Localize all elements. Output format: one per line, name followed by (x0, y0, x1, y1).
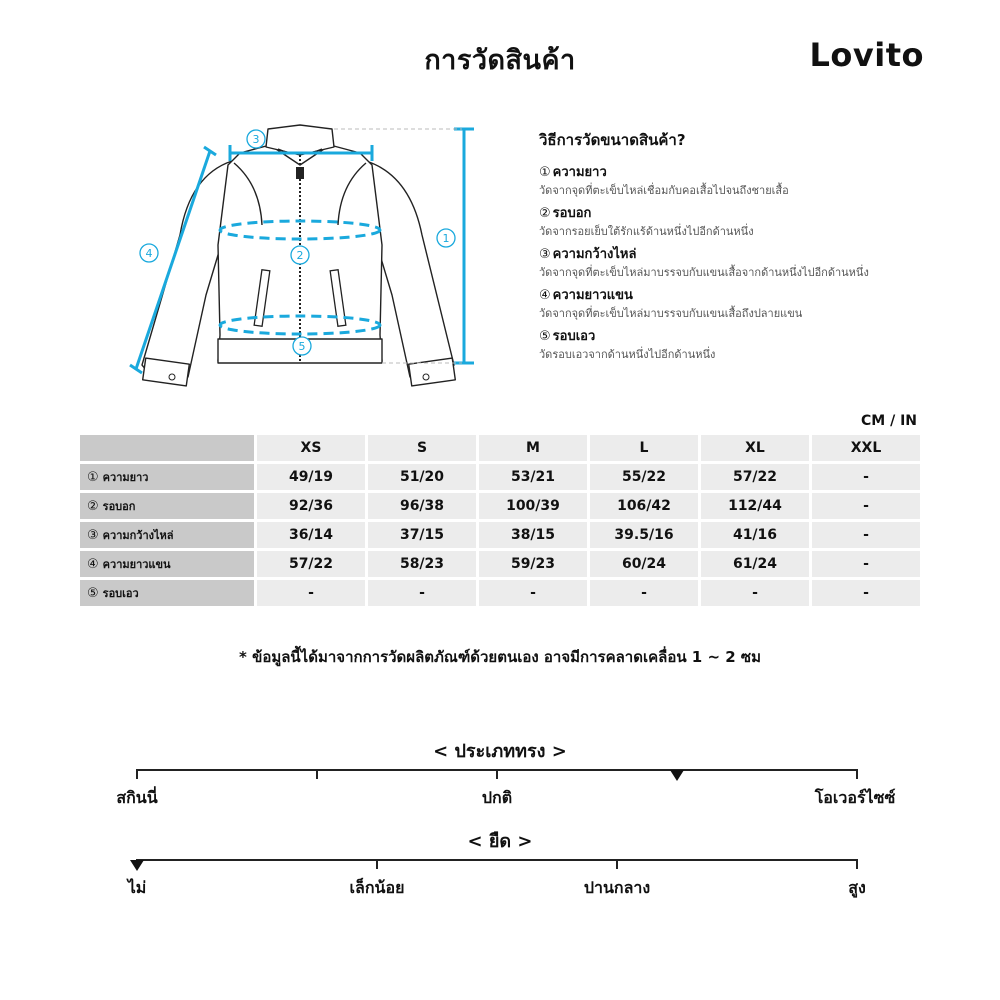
table-cell: 92/36 (257, 493, 365, 519)
size-header: M (479, 435, 587, 461)
marker-4: 4 (145, 247, 153, 260)
size-header: S (368, 435, 476, 461)
table-cell: - (368, 580, 476, 606)
row-number: ③ (87, 528, 99, 543)
row-label-text: รอบอก (102, 500, 136, 513)
row-label (80, 522, 254, 548)
table-cell: 41/16 (701, 522, 809, 548)
table-cell: 96/38 (368, 493, 476, 519)
table-row (80, 464, 920, 490)
row-label (80, 580, 254, 606)
guide-name: ความยาว (552, 165, 607, 180)
table-cell: 36/14 (257, 522, 365, 548)
table-cell: - (479, 580, 587, 606)
brand-logo: Lovito (809, 36, 924, 74)
guide-desc: วัดจากจุดที่ตะเข็บไหล่เชื่อมกับคอเสื้อไปจนถึงชายเสื้อ (539, 184, 789, 197)
row-label-text: ความยาวแขน (102, 558, 171, 571)
table-cell: - (812, 551, 920, 577)
table-cell: - (812, 580, 920, 606)
row-label-text: รอบเอว (102, 587, 139, 600)
guide-item-chest (539, 205, 959, 241)
guide-number: ④ (539, 288, 551, 303)
table-cell: 51/20 (368, 464, 476, 490)
guide-item-shoulder (539, 246, 959, 282)
guide-name: รอบเอว (552, 329, 596, 344)
table-cell: - (812, 493, 920, 519)
stretch-scale-tick (376, 859, 378, 869)
table-row (80, 522, 920, 548)
table-cell: 38/15 (479, 522, 587, 548)
guide-number: ⑤ (539, 329, 551, 344)
table-cell: - (701, 580, 809, 606)
fit-scale-tick (136, 769, 138, 779)
table-cell: - (812, 522, 920, 548)
marker-5: 5 (298, 340, 306, 353)
stretch-scale-label: ไม่ (127, 878, 147, 897)
row-label (80, 493, 254, 519)
unit-label: CM / IN (861, 413, 917, 429)
size-header: XS (257, 435, 365, 461)
guide-number: ② (539, 206, 551, 221)
guide-name: ความกว้างไหล่ (552, 247, 637, 262)
guide-number: ① (539, 165, 551, 180)
size-table (77, 432, 923, 609)
table-row (80, 493, 920, 519)
size-header: L (590, 435, 698, 461)
stretch-scale-marker (130, 860, 144, 871)
stretch-scale-line (136, 859, 858, 861)
table-cell: 37/15 (368, 522, 476, 548)
guide-item-waist (539, 328, 959, 364)
table-cell: 49/19 (257, 464, 365, 490)
measurement-note: * ข้อมูลนี้ได้มาจากการวัดผลิตภัณฑ์ด้วยตนเอง อาจมีการคลาดเคลื่อน 1 ~ 2 ซม (239, 648, 761, 666)
row-label (80, 464, 254, 490)
row-label-text: ความกว้างไหล่ (102, 529, 174, 542)
table-cell: 59/23 (479, 551, 587, 577)
row-label-text: ความยาว (102, 471, 149, 484)
table-corner (80, 435, 254, 461)
stretch-scale-label: เล็กน้อย (349, 878, 405, 897)
marker-3: 3 (252, 133, 260, 146)
table-cell: - (812, 464, 920, 490)
table-row (80, 580, 920, 606)
table-row (80, 551, 920, 577)
fit-scale-title: < ประเภททรง > (433, 741, 567, 762)
table-cell: 53/21 (479, 464, 587, 490)
marker-1: 1 (442, 232, 450, 245)
fit-scale-label: ปกติ (481, 788, 513, 807)
table-cell: - (257, 580, 365, 606)
page-title: การวัดสินค้า (424, 45, 576, 76)
size-header: XL (701, 435, 809, 461)
guide-number: ③ (539, 247, 551, 262)
table-cell: 58/23 (368, 551, 476, 577)
table-cell: 39.5/16 (590, 522, 698, 548)
guide-desc: วัดจากรอยเย็บใต้รักแร้ด้านหนึ่งไปอีกด้านหนึ่ง (539, 225, 754, 238)
measurement-guide (539, 128, 959, 369)
size-header-row (80, 435, 920, 461)
guide-desc: วัดจากจุดที่ตะเข็บไหล่มาบรรจบกับแขนเสื้อจากด้านหนึ่งไปอีกด้านหนึ่ง (539, 266, 869, 279)
table-cell: 57/22 (257, 551, 365, 577)
table-cell: 100/39 (479, 493, 587, 519)
fit-scale-label: สกินนี่ (116, 788, 158, 807)
stretch-scale-label: ปานกลาง (583, 878, 651, 897)
row-label (80, 551, 254, 577)
guide-item-sleeve (539, 287, 959, 323)
fit-scale-tick (496, 769, 498, 779)
table-cell: 61/24 (701, 551, 809, 577)
fit-scale-tick (316, 769, 318, 779)
stretch-scale-title: < ยืด > (467, 831, 533, 852)
guide-name: รอบอก (552, 206, 592, 221)
fit-scale-marker (670, 770, 684, 781)
row-number: ① (87, 470, 99, 485)
jacket-diagram (110, 115, 490, 405)
row-number: ⑤ (87, 586, 99, 601)
table-cell: - (590, 580, 698, 606)
guide-item-length (539, 164, 959, 200)
stretch-scale-tick (856, 859, 858, 869)
table-cell: 106/42 (590, 493, 698, 519)
table-cell: 112/44 (701, 493, 809, 519)
fit-scale-tick (856, 769, 858, 779)
row-number: ④ (87, 557, 99, 572)
table-cell: 57/22 (701, 464, 809, 490)
guide-desc: วัดจากจุดที่ตะเข็บไหล่มาบรรจบกับแขนเสื้อถึงปลายแขน (539, 307, 803, 320)
guide-desc: วัดรอบเอวจากด้านหนึ่งไปอีกด้านหนึ่ง (539, 348, 716, 361)
size-header: XXL (812, 435, 920, 461)
marker-2: 2 (296, 249, 304, 262)
guide-name: ความยาวแขน (552, 288, 633, 303)
stretch-scale-tick (616, 859, 618, 869)
fit-scale-label: โอเวอร์ไซซ์ (814, 788, 896, 807)
stretch-scale-label: สูง (848, 878, 866, 897)
row-number: ② (87, 499, 99, 514)
table-cell: 60/24 (590, 551, 698, 577)
table-cell: 55/22 (590, 464, 698, 490)
guide-title: วิธีการวัดขนาดสินค้า? (539, 131, 686, 149)
